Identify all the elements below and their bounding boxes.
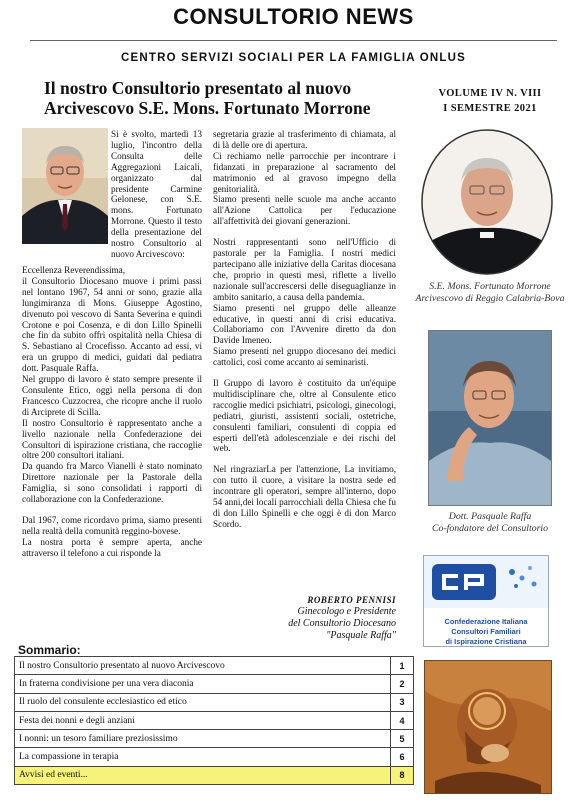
masthead-divider <box>30 40 557 41</box>
paragraph: Da quando fra Marco Vianelli è stato nominato Direttore nazionale per la Pastorale della Famiglia, si sono consolidati i rapporti di collaborazione con la Confederazione. <box>22 461 202 505</box>
paragraph: Dal 1967, come ricordavo prima, siamo presenti nella realtà della comunità reggino-bovese. <box>22 514 202 536</box>
summary-title: Il ruolo del consulente ecclesiastico ed etico <box>15 693 391 711</box>
signature-name: ROBERTO PENNISI <box>307 595 396 605</box>
summary-row[interactable] <box>15 675 414 693</box>
paragraph: Ci rechiamo nelle parrocchie per incontrare i fidanzati in preparazione al sacramento del matrimonio ed al gravoso impegno della genitorialità. <box>213 150 396 194</box>
paragraph: Siamo presenti nel gruppo delle alleanze educative, in questi anni di crisi educativa. Collaboriamo con l'Avvenire diretto da don Davide Imeneo. <box>213 302 396 346</box>
summary-row[interactable] <box>15 730 414 748</box>
founder-photo <box>428 330 552 506</box>
salutation: Eccellenza Reverendissima, <box>22 265 126 275</box>
logo-text: Confederazione Italiana <box>444 617 528 626</box>
volume-number: VOLUME IV N. VIII <box>438 88 542 99</box>
summary-page: 3 <box>391 693 414 711</box>
caption-line: Dott. Pasquale Raffa <box>448 511 532 522</box>
summary-title: Avvisi ed eventi... <box>15 766 391 784</box>
summary-page: 5 <box>391 730 414 748</box>
signature-role: del Consultorio Diocesano <box>288 618 396 629</box>
summary-row[interactable] <box>15 657 414 675</box>
paragraph: Nostri rappresentanti sono nell'Ufficio di pastorale per la Famiglia. I nostri medici partecipano alle iniziative della Caritas diocesana che, proprio in questi mesi, riflette a livello nazionale sull'accrescersi delle diseguaglianze in ambito sanitario, a causa della pandemia. <box>213 237 396 302</box>
paragraph: Nel ringraziarLa per l'attenzione, La invitiamo, con tutto il cuore, a visitare la nostra sede ed incontrare gli operatori, sempre all'interno, dopo 54 anni,dei locali parrocchiali della Chiesa che fu di don Lillo Spinelli e che oggi è di don Marco Scordo. <box>213 464 396 529</box>
signature-role: Ginecologo e Presidente <box>297 606 396 617</box>
caption-line: Arcivescovo di Reggio Calabria-Bova <box>415 293 565 304</box>
logo-text: Consultori Familiari <box>451 627 521 636</box>
caption-line: S.E. Mons. Fortunato Morrone <box>429 281 551 292</box>
paragraph: Il nostro Consultorio è rappresentato anche a livello nazionale nella Confederazione dei Consultori di ispirazione cristiana, che raccoglie oltre 200 consultori italiani. <box>22 417 202 461</box>
paragraph: il Consultorio Diocesano muove i primi passi nel lontano 1967, 54 anni or sono, grazie alla lungimiranza di Mons. Giuseppe Agostino, divenuto poi vescovo di Santa Severina e quindi Crotone e poi Cosenza, e di don Lillo Spinelli che fin da subito offrì ospitalità nella Chiesa di S. Sebastiano al Crocefisso. Accanto ad essi, vi era un gruppo di medici, guidati dal pediatra dott. Pasquale Raffa. <box>22 275 202 374</box>
column-1-intro: Si è svolto, martedì 13 luglio, l'incontro della Consulta delle Aggregazioni Laicali, organizzato dal presidente Carmine Gelonese, con S.E. mons. Fortunato Morrone. Questo il testo della presentazione del nostro Consultorio al nuovo Arcivescovo: <box>111 129 202 259</box>
president-photo <box>22 128 108 244</box>
archbishop-caption <box>410 281 570 305</box>
signature-role: "Pasquale Raffa" <box>326 630 396 641</box>
paragraph: Siamo presenti nelle scuole ma anche accanto all'Azione Cattolica per l'educazione all'affettività dei giovani generazioni. <box>213 194 396 227</box>
volume-semester: I SEMESTRE 2021 <box>443 103 537 114</box>
summary-row[interactable] <box>15 693 414 711</box>
article-signature <box>213 594 396 642</box>
article-headline: Il nostro Consultorio presentato al nuovo Arcivescovo S.E. Mons. Fortunato Morrone <box>44 78 371 118</box>
archbishop-photo <box>420 128 554 276</box>
summary-row[interactable] <box>15 766 414 784</box>
confederation-logo <box>423 555 549 647</box>
paragraph: Siamo presenti nel gruppo diocesano dei medici cattolici, così come accanto ai seminaristi. <box>213 346 396 368</box>
summary-title: In fraterna condivisione per una vera diaconia <box>15 675 391 693</box>
summary-row[interactable] <box>15 711 414 729</box>
column-2-body <box>213 129 396 530</box>
summary-page: 2 <box>391 675 414 693</box>
summary-title: I nonni: un tesoro familiare preziosissimo <box>15 730 391 748</box>
logo-mark-icon <box>424 556 548 608</box>
volume-info <box>430 86 550 116</box>
summary-page: 4 <box>391 711 414 729</box>
organization-subheading: CENTRO SERVIZI SOCIALI PER LA FAMIGLIA ONLUS <box>121 52 466 64</box>
paragraph: Il Gruppo di lavoro è costituito da un'équipe multidisciplinare che, oltre al Consulente etico raccoglie medici psichiatri, psicologi, ginecologi, pediatri, giuristi, assistenti sociali, ostetriche, consulenti familiari, consulenti di coppia ed esperti dell'età adolescenziale e dei rischi del web. <box>213 378 396 454</box>
summary-row[interactable] <box>15 748 414 766</box>
summary-page: 6 <box>391 748 414 766</box>
paragraph: segretaria grazie al trasferimento di chiamata, al di là delle ore di apertura. <box>213 129 396 150</box>
paragraph: La nostra porta è sempre aperta, anche attraverso il telefono a cui risponde la <box>22 536 202 558</box>
logo-text: di Ispirazione Cristiana <box>445 637 527 646</box>
summary-label: Sommario: <box>18 643 81 657</box>
religious-painting <box>424 660 552 794</box>
summary-title: Festa dei nonni e degli anziani <box>15 711 391 729</box>
summary-page: 8 <box>391 766 414 784</box>
paragraph: Nel gruppo di lavoro è stato sempre presente il Consulente Etico, oggi nella persona di don Francesco Cuzzocrea, che ricopre anche il ruolo di Arciprete di Scilla. <box>22 374 202 417</box>
summary-page: 1 <box>391 657 414 675</box>
summary-title: La compassione in terapia <box>15 748 391 766</box>
founder-caption <box>410 511 570 535</box>
summary-title: Il nostro Consultorio presentato al nuovo Arcivescovo <box>15 657 391 675</box>
column-1-body <box>22 265 202 559</box>
masthead-title: CONSULTORIO NEWS <box>173 4 414 29</box>
caption-line: Co-fondatore del Consultorio <box>431 523 549 534</box>
summary-table <box>14 656 414 785</box>
